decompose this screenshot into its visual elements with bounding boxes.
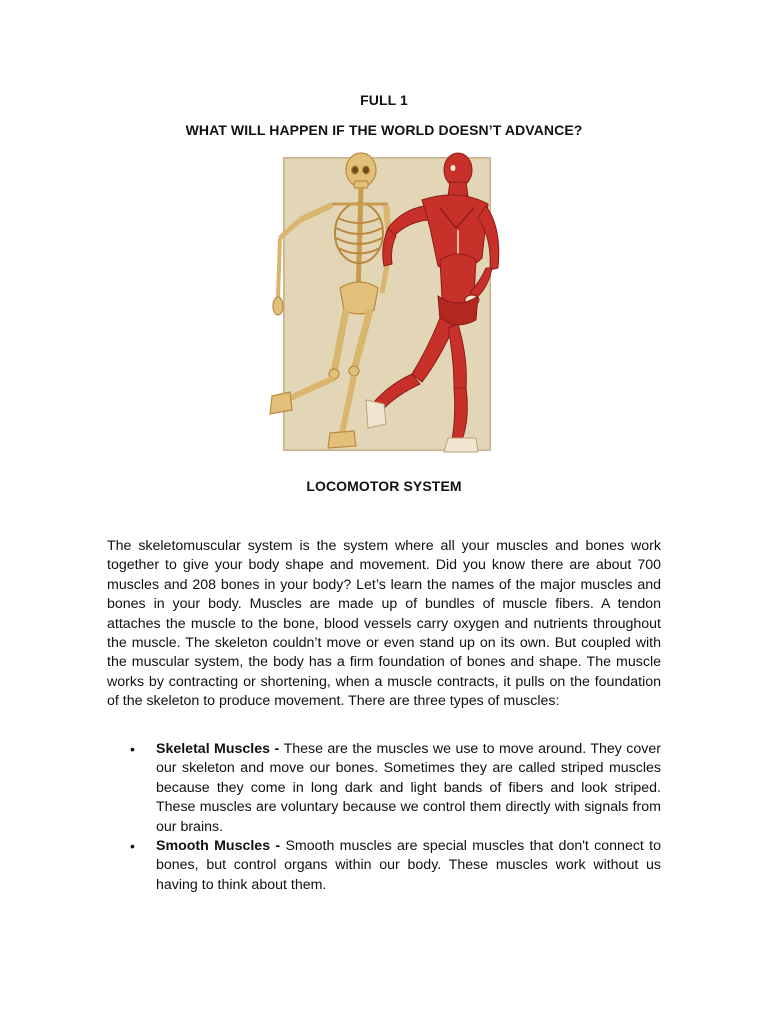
intro-paragraph: The skeletomuscular system is the system where all your muscles and bones work together to give your body shape and movement. Did you know there are about 700 muscles and 208 bones in your body? Let’s learn the names of the major muscles and bones in your body. Muscles are made up of bundles of muscle fibers. A tendon attaches the muscle to the bone, blood vessels carry oxygen and nutrients throughout the muscle. The skeleton couldn’t move or even stand up on its own. But coupled with the muscular system, the body has a firm foundation of bones and shape. The muscle works by contracting or shortening, when a muscle contracts, it pulls on the foundation of the skeleton to produce movement. There are three types of muscles: (107, 538, 661, 710)
bullet-term: Skeletal Muscles - (156, 741, 284, 757)
skeleton-and-muscle-anatomy-illustration-icon (262, 148, 512, 464)
list-item (130, 837, 661, 895)
section-title: LOCOMOTOR SYSTEM (306, 478, 462, 494)
bullet-text: These are the muscles we use to move around. They cover our skeleton and move our bones. Sometimes they are called striped muscles because they come in long dark and light bands of fibers and look striped. These muscles are voluntary because we control them directly with signals from our brains. (156, 741, 661, 835)
bullet-icon: • (130, 838, 135, 855)
anatomy-figure (262, 148, 512, 464)
document-title: WHAT WILL HAPPEN IF THE WORLD DOESN’T ADVANCE? (185, 122, 583, 138)
muscle-types-list (130, 740, 661, 895)
bullet-text: Smooth muscles are special muscles that don't connect to bones, but control organs within our body. These muscles work without us having to think about them. (156, 838, 662, 893)
bullet-icon: • (130, 741, 135, 757)
document-label: FULL 1 (360, 92, 408, 108)
list-item (130, 740, 661, 837)
bullet-term: Smooth Muscles - (156, 838, 286, 855)
